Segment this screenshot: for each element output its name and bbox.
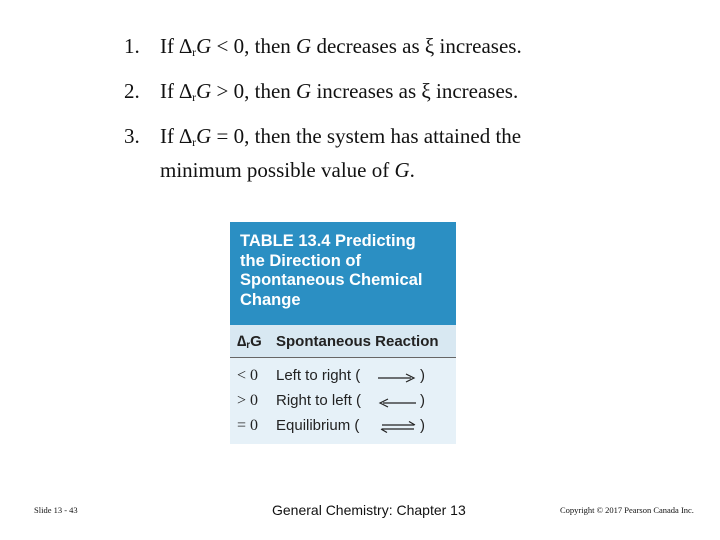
right-arrow-icon: [376, 373, 416, 383]
slide-number: Slide 13 - 43: [34, 505, 78, 515]
column-header-reaction: Spontaneous Reaction: [276, 333, 439, 350]
condition-cell: > 0: [237, 392, 259, 409]
close-paren: ): [420, 417, 425, 434]
table-body: [230, 325, 456, 444]
table-title: TABLE 13.4 Predicting the Direction of Spontaneous Chemical Change: [240, 232, 423, 309]
reaction-cell: Right to left (: [276, 392, 362, 409]
item-number: 1.: [124, 34, 140, 58]
table-row: [230, 390, 456, 414]
table-13-4: [230, 222, 456, 444]
close-paren: ): [420, 367, 425, 384]
condition-cell: < 0: [237, 367, 259, 384]
item-number: 3.: [124, 124, 140, 148]
table-row: [230, 415, 456, 439]
footer-title: General Chemistry: Chapter 13: [272, 502, 466, 518]
table-title-bar: [230, 222, 456, 325]
condition-cell: = 0: [237, 417, 259, 434]
table-row: [230, 365, 456, 389]
table-header-row: [230, 325, 456, 357]
header-divider: [230, 357, 456, 358]
left-arrow-icon: [378, 398, 418, 408]
item-number: 2.: [124, 79, 140, 103]
item-text: If $\Delta_rG < 0$, then G decreases as ξ increases.: [160, 34, 522, 59]
column-header-delta-g: $\Delta_rG$: [237, 333, 262, 351]
copyright: Copyright © 2017 Pearson Canada Inc.: [560, 505, 694, 515]
item-text: If $\Delta_rG = 0$, then the system has attained the minimum possible value of G.: [160, 124, 522, 182]
reaction-cell: Left to right (: [276, 367, 361, 384]
item-text: If $\Delta_rG > 0$, then G increases as ξ increases.: [160, 79, 519, 104]
close-paren: ): [420, 392, 425, 409]
equilibrium-arrows-icon: [378, 421, 418, 433]
reaction-cell: Equilibrium (: [276, 417, 360, 434]
